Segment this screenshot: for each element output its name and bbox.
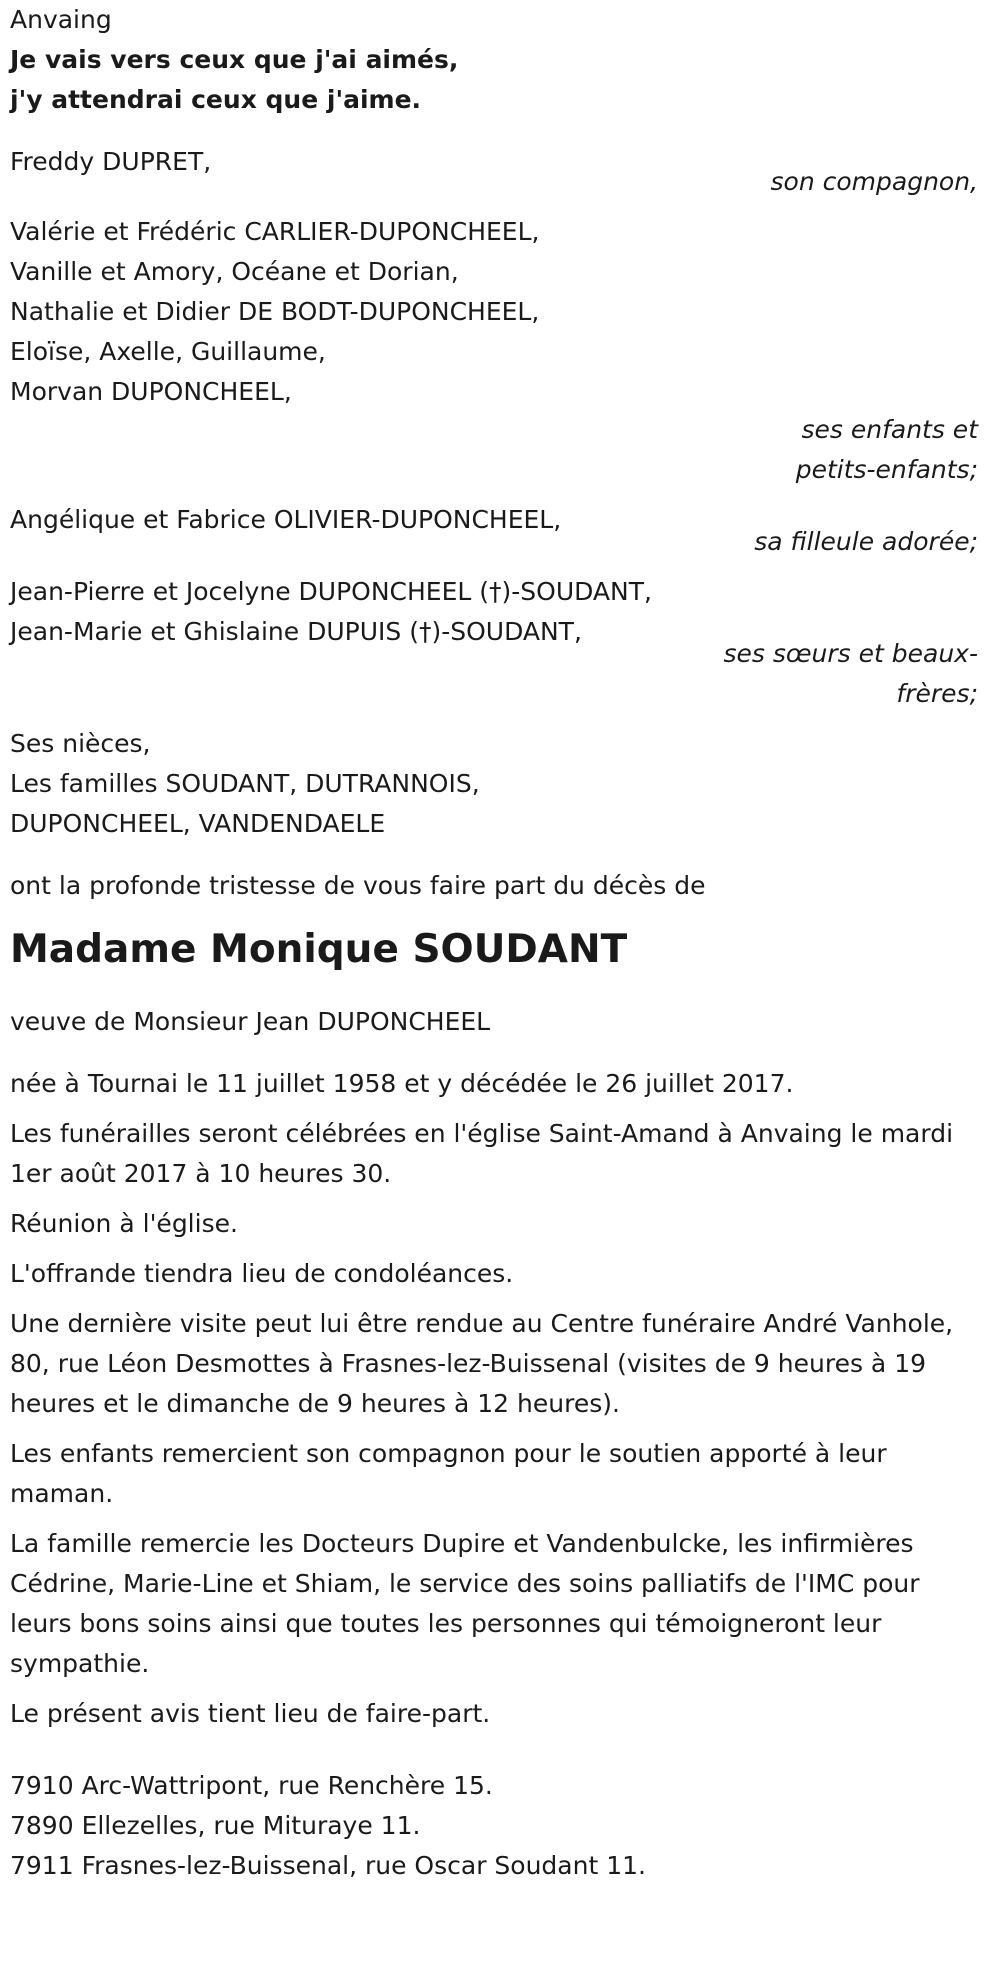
detail-reunion: Réunion à l'église. [10, 1209, 238, 1238]
relation: son compagnon, [770, 167, 978, 196]
detail-funeral: Les funérailles seront célébrées en l'église Saint-Amand à Anvaing le mardi 1er août 2017 à 10 heures 30. [10, 1119, 954, 1188]
detail-offering: L'offrande tiendra lieu de condoléances. [10, 1259, 514, 1288]
family-name: Les familles SOUDANT, DUTRANNOIS, [10, 769, 480, 798]
family-name: Vanille et Amory, Océane et Dorian, [10, 257, 459, 286]
family-name: Valérie et Frédéric CARLIER-DUPONCHEEL, [10, 217, 540, 246]
family-group-siblings [10, 572, 980, 714]
relation: ses sœurs et beaux- [723, 639, 978, 668]
relation: ses enfants et [801, 415, 978, 444]
detail-thanks-partner: Les enfants remercient son compagnon pour le soutien apporté à leur maman. [10, 1439, 887, 1508]
detail-notice: Le présent avis tient lieu de faire-part. [10, 1699, 491, 1728]
detail-birth-death: née à Tournai le 11 juillet 1958 et y décédée le 26 juillet 2017. [10, 1069, 794, 1098]
family-name: Eloïse, Axelle, Guillaume, [10, 337, 326, 366]
address-3: 7911 Frasnes-lez-Buissenal, rue Oscar Soudant 11. [10, 1851, 646, 1880]
verse-line-1: Je vais vers ceux que j'ai aimés, [10, 45, 459, 74]
family-name: Freddy DUPRET, [10, 147, 212, 176]
verse-line-2: j'y attendrai ceux que j'aime. [10, 85, 422, 114]
location: Anvaing [10, 5, 112, 34]
family-group-extended [10, 724, 980, 844]
relation: frères; [896, 679, 978, 708]
deceased-name: Madame Monique SOUDANT [10, 927, 628, 972]
family-name: Jean-Marie et Ghislaine DUPUIS (†)-SOUDANT, [10, 617, 582, 646]
family-name: DUPONCHEEL, VANDENDAELE [10, 809, 386, 838]
family-group-partner [10, 142, 980, 202]
address-2: 7890 Ellezelles, rue Mituraye 11. [10, 1811, 421, 1840]
family-name: Angélique et Fabrice OLIVIER-DUPONCHEEL, [10, 505, 562, 534]
family-name: Nathalie et Didier DE BODT-DUPONCHEEL, [10, 297, 540, 326]
family-name: Ses nièces, [10, 729, 151, 758]
family-group-goddaughter [10, 500, 980, 562]
relation: petits-enfants; [795, 455, 978, 484]
detail-visit: Une dernière visite peut lui être rendue au Centre funéraire André Vanhole, 80, rue Léon Desmottes à Frasnes-lez-Buissenal (visites de 9 heures à 19 heures et le dimanche de 9 heures à 12 heures). [10, 1309, 954, 1418]
family-group-children [10, 212, 980, 490]
relation: sa filleule adorée; [754, 527, 978, 556]
detail-thanks-medical: La famille remercie les Docteurs Dupire et Vandenbulcke, les infirmières Cédrine, Marie-Line et Shiam, le service des soins palliatifs de l'IMC pour leurs bons soins ainsi que toutes les personnes qui témoigneront leur sympathie. [10, 1529, 920, 1678]
announcement-text: ont la profonde tristesse de vous faire part du décès de [10, 871, 706, 900]
widow-of: veuve de Monsieur Jean DUPONCHEEL [10, 1007, 491, 1036]
address-1: 7910 Arc-Wattripont, rue Renchère 15. [10, 1771, 493, 1800]
family-name: Morvan DUPONCHEEL, [10, 377, 292, 406]
family-name: Jean-Pierre et Jocelyne DUPONCHEEL (†)-SOUDANT, [10, 577, 652, 606]
